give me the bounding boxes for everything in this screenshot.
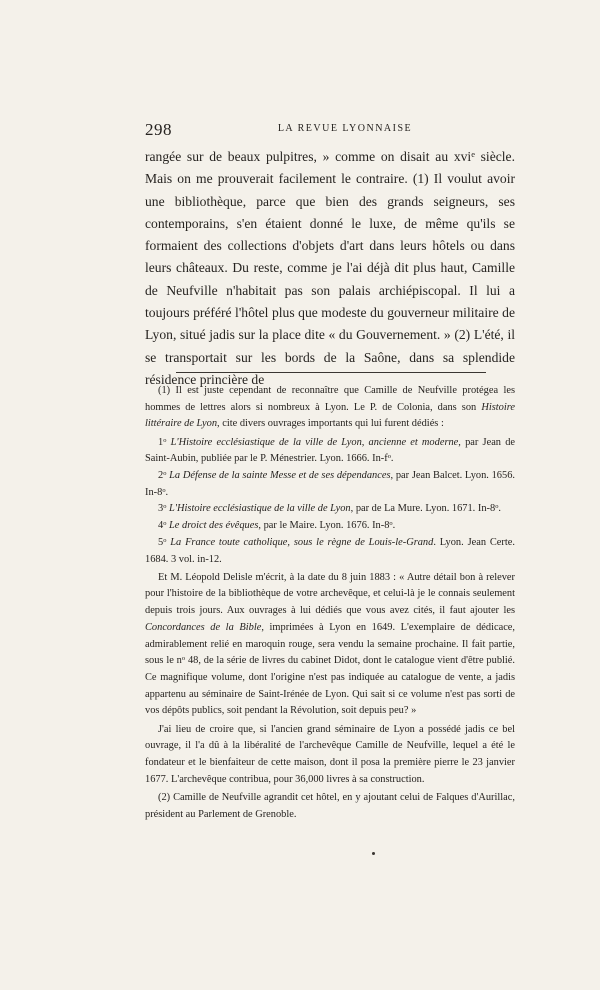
footnote-list-item: 4$^o$ Le droict des évêques, par le Maire. Lyon. 1676. In-8$^o$. [158, 520, 396, 532]
main-text-part-1: rangée sur de beaux pulpitres, » comme on disait au xvi [145, 149, 472, 164]
main-paragraph [145, 146, 515, 391]
footnote-list-item: 3$^o$ L'Histoire ecclésiastique de la ville de Lyon, par de La Mure. Lyon. 1671. In-8$^o$. [158, 503, 502, 515]
century-superscript: e [471, 149, 475, 160]
footnotes [145, 383, 515, 825]
main-text-part-2: siècle. Mais on me prouverait facilement le contraire. (1) Il voulut avoir une bibliothèque, parce que bien des grands seigneurs, ses contemporains, s'en étaient donné le luxe, de même qu'ils se formaient des collections d'objets d'art dans leurs hôtels ou dans leurs châteaux. Du reste, comme je l'ai déjà dit plus haut, Camille de Neufville n'habitait pas son palais archiépiscopal. Il lui a toujours préféré l'hôtel plus que modeste du gouverneur militaire de Lyon, situé jadis sur la place dite « du Gouvernement. » (2) L'été, il se transportait sur les bords de la Saône, dans sa splendide résidence princière de [145, 149, 515, 387]
book-title: Histoire littéraire de Lyon [145, 401, 515, 430]
footnote-1-intro: (1) Il est juste cependant de reconnaître que Camille de Neufville protégea les hommes de lettres alors si nombreux à Lyon. Le P. de Colonia, dans son Histoire littéraire de Lyon, cite divers ouvrages importants qui lui furent dédiés : [145, 385, 515, 430]
footnote-list-item: 5$^o$ La France toute catholique, sous le règne de Louis-le-Grand. Lyon. Jean Certe. 1684. 3 vol. in-12. [145, 536, 515, 565]
page-header [145, 120, 515, 140]
page-number: 298 [145, 120, 172, 139]
delisle-quote: Et M. Léopold Delisle m'écrit, à la date du 8 juin 1883 : « Autre détail bon à relever pour l'histoire de la bibliothèque de votre archevêque, et celui-là je le connais seulement depuis trois jours. Aux ouvrages à lui dédiés que vous avez cités, il faut ajouter les Concordances de la Bible, imprimées à Lyon en 1649. L'exemplaire de dédicace, admirablement relié en maroquin rouge, sera vendu la semaine prochaine. Il fait partie, sous le $n^o$ 48, de la série de livres du cabinet Didot, dont le catalogue vient d'être publié. Ce magnifique volume, dont l'origine n'est pas indiquée au catalogue de vente, a jadis appartenu au séminaire de Saint-Irénée de Lyon. Qui sait si ce volume n'est pas sorti de vos dépôts publics, soit pendant la Révolution, soit depuis peu? » [145, 571, 516, 717]
footnote-2: (2) Camille de Neufville agrandit cet hôtel, en y ajoutant celui de Falques d'Aurillac, président au Parlement de Grenoble. [145, 791, 515, 820]
book-title: La Défense de la sainte Messe et de ses dépendances [169, 470, 391, 482]
book-title: L'Histoire ecclésiastique de la ville de Lyon [169, 503, 351, 515]
book-title: La France toute catholique, sous le règne de Louis-le-Grand [170, 536, 434, 548]
book-title: Concordances de la Bible [145, 621, 262, 633]
footnote-rule [176, 372, 486, 373]
printer-mark [372, 852, 375, 855]
book-title: Le droict des évêques [169, 520, 259, 532]
book-title: L'Histoire ecclésiastique de la ville de Lyon, ancienne et moderne [170, 436, 459, 448]
footnote-list-item: 1$^o$ L'Histoire ecclésiastique de la ville de Lyon, ancienne et moderne, par Jean de Saint-Aubin, publiée par le P. Ménestrier. Lyon. 1666. $In-f^o$. [145, 436, 515, 465]
seminaire-paragraph: J'ai lieu de croire que, si l'ancien grand séminaire de Lyon a possédé jadis ce bel ouvrage, il l'a dû à la libéralité de l'archevêque Camille de Neufville, lequel a été le fondateur et le bienfaiteur de cette maison, dont il posa la première pierre le 23 janvier 1677. L'archevêque contribua, pour 36,000 livres à sa construction. [145, 723, 515, 785]
running-title: LA REVUE LYONNAISE [277, 123, 413, 134]
footnote-list-item: 2$^o$ La Défense de la sainte Messe et de ses dépendances, par Jean Balcet. Lyon. 1656. In-8$^o$. [145, 470, 515, 498]
